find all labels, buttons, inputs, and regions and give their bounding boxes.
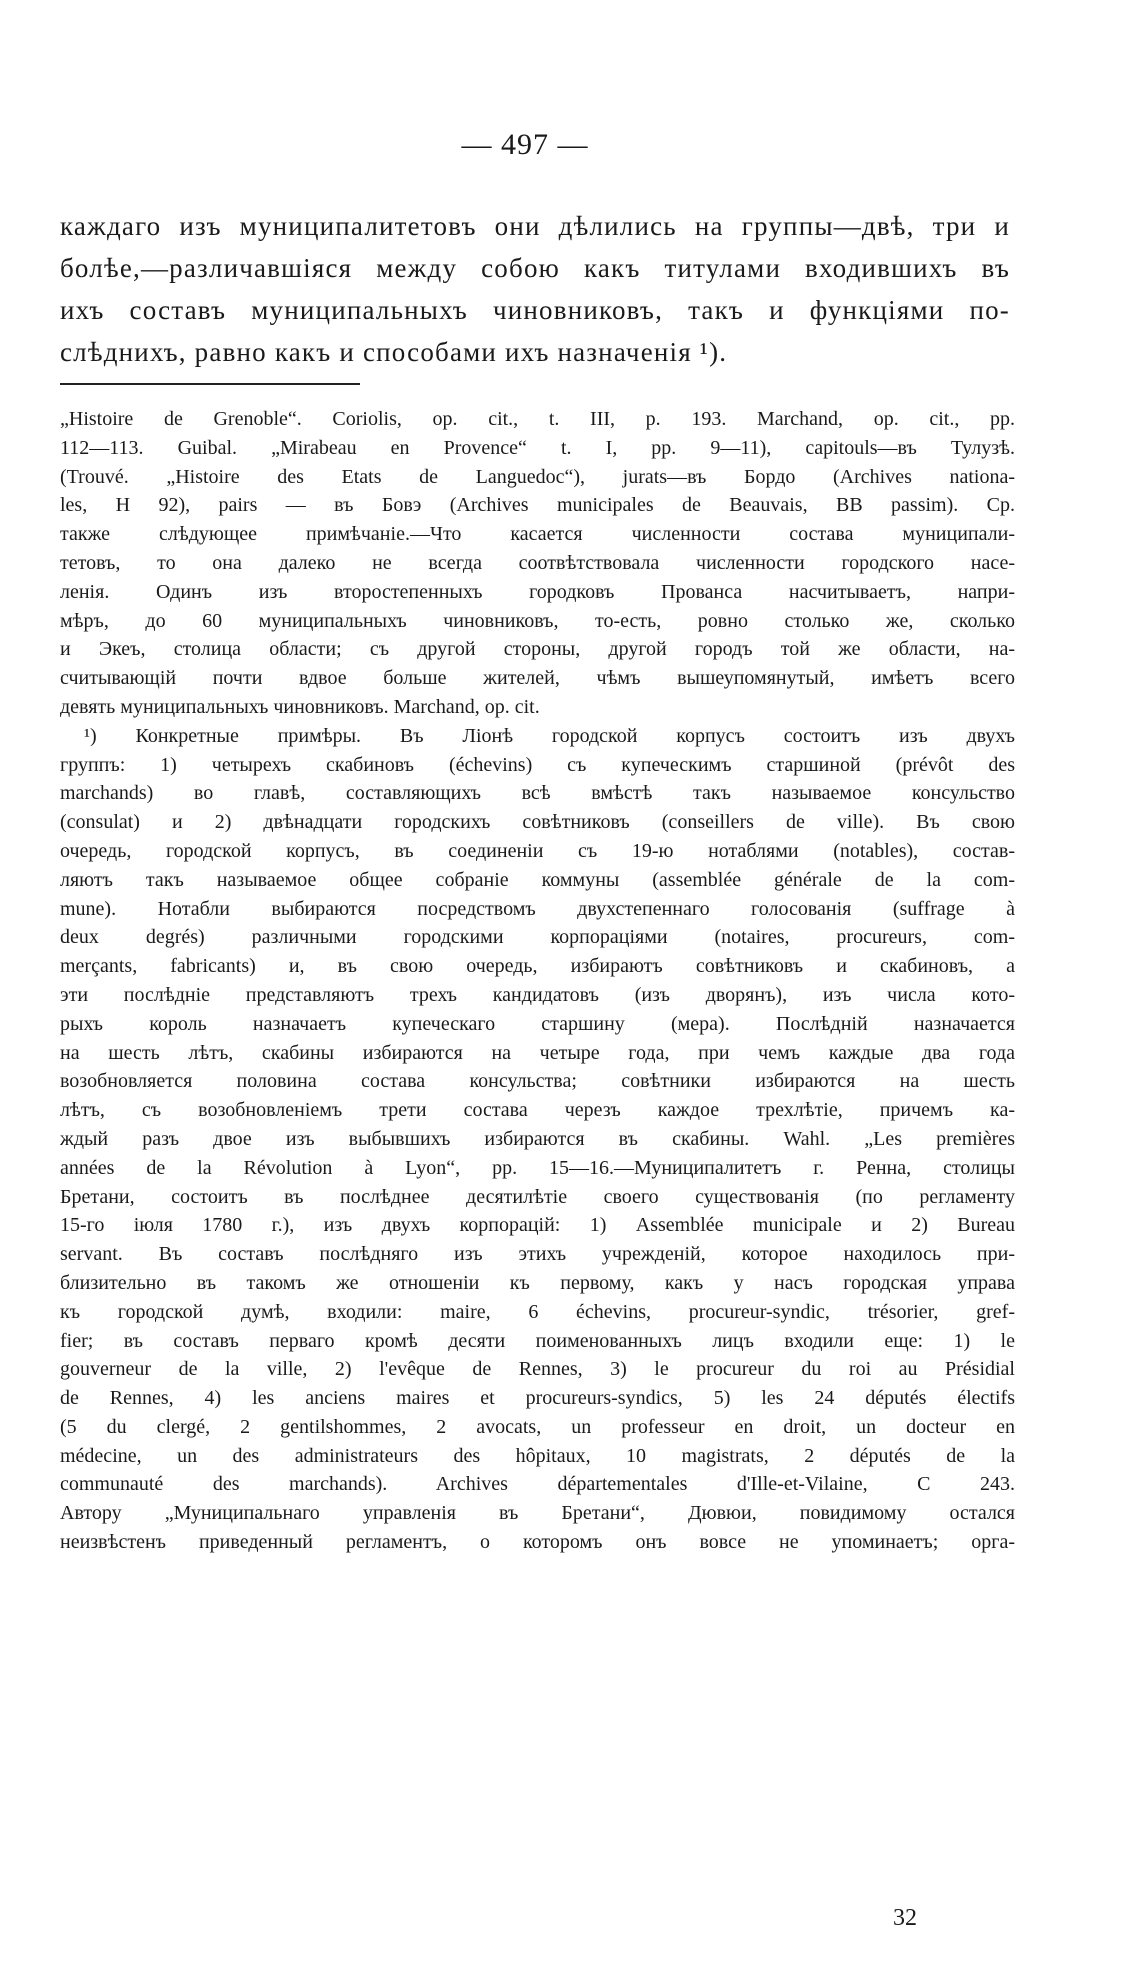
footnote-line: merçants, fabricants) и, въ свою очередь, избираютъ совѣтниковъ и скабиновъ, а [60, 955, 1015, 978]
footnote-line: неизвѣстенъ приведенный регламентъ, о которомъ онъ вовсе не упоминаетъ; орга- [60, 1531, 1015, 1554]
footnote-line: ¹) Конкретные примѣры. Въ Ліонѣ городской корпусъ состоитъ изъ двухъ [84, 724, 1015, 747]
footnote-line: gouverneur de la ville, 2) l'evêque de Rennes, 3) le procureur du roi au Présidial [60, 1358, 1015, 1381]
footnote-line: (Trouvé. „Histoire des Etats de Languedoc“), jurats—въ Бордо (Archives nationa- [60, 465, 1015, 488]
footnote-line: очередь, городской корпусъ, въ соединеніи съ 19-ю нотаблями (notables), состав- [60, 839, 1015, 862]
footnote-line: les, H 92), pairs — въ Бовэ (Archives municipales de Beauvais, BB passim). Ср. [60, 494, 1015, 517]
footnote-line: Автору „Муниципальнаго управленія въ Бретани“, Дювюи, повидимому остался [60, 1502, 1015, 1525]
footnote-line: mune). Нотабли выбираются посредствомъ двухстепеннаго голосованія (suffrage à [60, 897, 1015, 920]
footnote-line: рыхъ король назначаетъ купеческаго старшину (мера). Послѣдній назначается [60, 1012, 1015, 1035]
footnote-line: médecine, un des administrateurs des hôpitaux, 10 magistrats, 2 députés de la [60, 1444, 1015, 1467]
printer-signature-mark: 32 [893, 1905, 917, 1931]
footnote-line: тетовъ, то она далеко не всегда соотвѣтствовала численности городского насе- [60, 551, 1015, 574]
footnote-line: возобновляется половина состава консульства; совѣтники избираются на шесть [60, 1070, 1015, 1093]
footnote-line: эти послѣдніе представляютъ трехъ кандидатовъ (изъ дворянъ), изъ числа кото- [60, 983, 1015, 1006]
main-text-line: слѣднихъ, равно какъ и способами ихъ назначенія ¹). [60, 337, 728, 367]
footnote-line: (consulat) и 2) двѣнадцати городскихъ совѣтниковъ (conseillers de ville). Въ свою [60, 811, 1015, 834]
page-number: — 497 — [461, 128, 589, 161]
main-text-line: болѣе,—различавшіяся между собою какъ титулами входившихъ въ [60, 253, 1010, 283]
footnote-line: communauté des marchands). Archives départementales d'Ille-et-Vilaine, C 243. [60, 1473, 1015, 1496]
footnote-line: „Histoire de Grenoble“. Coriolis, op. cit., t. III, p. 193. Marchand, op. cit., pp. [60, 408, 1015, 430]
footnote-line: ленія. Одинъ изъ второстепенныхъ городковъ Прованса насчитываетъ, напри- [60, 580, 1015, 603]
footnote-line: (5 du clergé, 2 gentilshommes, 2 avocats, un professeur en droit, un docteur en [60, 1415, 1015, 1438]
footnote-line: на шесть лѣтъ, скабины избираются на четыре года, при чемъ каждые два года [60, 1041, 1015, 1064]
footnote-line: группъ: 1) четырехъ скабиновъ (échevins) съ купеческимъ старшиной (prévôt des [60, 753, 1015, 776]
footnote-line: мѣръ, до 60 муниципальныхъ чиновниковъ, то-есть, ровно столько же, сколько [60, 609, 1015, 632]
footnote-line: лѣтъ, съ возобновленіемъ трети состава черезъ каждое трехлѣтіе, причемъ ка- [60, 1099, 1015, 1122]
footnote-line: ждый разъ двое изъ выбывшихъ избираются въ скабины. Wahl. „Les premières [60, 1127, 1015, 1150]
footnote-line: считывающій почти вдвое больше жителей, чѣмъ вышеупомянутый, имѣетъ всего [60, 667, 1015, 690]
footnote-line: de Rennes, 4) les anciens maires et procureurs-syndics, 5) les 24 députés électifs [60, 1387, 1015, 1410]
main-text-line: каждаго изъ муниципалитетовъ они дѣлились на группы—двѣ, три и [60, 211, 1010, 241]
footnote-line: къ городской думѣ, входили: maire, 6 échevins, procureur-syndic, trésorier, gref- [60, 1300, 1015, 1323]
footnote-line: близительно въ такомъ же отношеніи къ первому, какъ у насъ городская управа [60, 1271, 1015, 1294]
footnote-line: также слѣдующее примѣчаніе.—Что касается численности состава муниципали- [60, 523, 1015, 546]
footnote-line: marchands) во главѣ, составляющихъ всѣ вмѣстѣ такъ называемое консульство [60, 782, 1015, 805]
footnote-line: servant. Въ составъ послѣдняго изъ этихъ учрежденій, которое находилось при- [60, 1243, 1015, 1266]
footnote-line: années de la Révolution à Lyon“, pp. 15—16.—Муниципалитетъ г. Ренна, столицы [60, 1156, 1015, 1179]
footnotes-block [60, 405, 1015, 1557]
footnote-line: ляютъ такъ называемое общее собраніе коммуны (assemblée générale de la com- [60, 868, 1015, 891]
main-text-block [60, 205, 1010, 373]
footnote-line: 15-го іюля 1780 г.), изъ двухъ корпорацій: 1) Assemblée municipale и 2) Bureau [60, 1214, 1015, 1237]
footnote-separator [60, 383, 360, 385]
footnote-line: и Экеъ, столица области; съ другой стороны, другой городъ той же области, на- [60, 638, 1015, 661]
main-text-line: ихъ составъ муниципальныхъ чиновниковъ, такъ и функціями по- [60, 295, 1010, 325]
footnote-line: 112—113. Guibal. „Mirabeau en Provence“ t. I, pp. 9—11), capitouls—въ Тулузѣ. [60, 436, 1015, 459]
footnote-line: Бретани, состоитъ въ послѣднее десятилѣтіе своего существованія (по регламенту [60, 1185, 1015, 1208]
footnote-line: fier; въ составъ перваго кромѣ десяти поименованныхъ лицъ входили еще: 1) le [60, 1329, 1015, 1352]
footnote-line: deux degrés) различными городскими корпораціями (notaires, procureurs, com- [60, 926, 1015, 949]
footnote-line: девять муниципальныхъ чиновниковъ. Marchand, op. cit. [60, 695, 540, 718]
